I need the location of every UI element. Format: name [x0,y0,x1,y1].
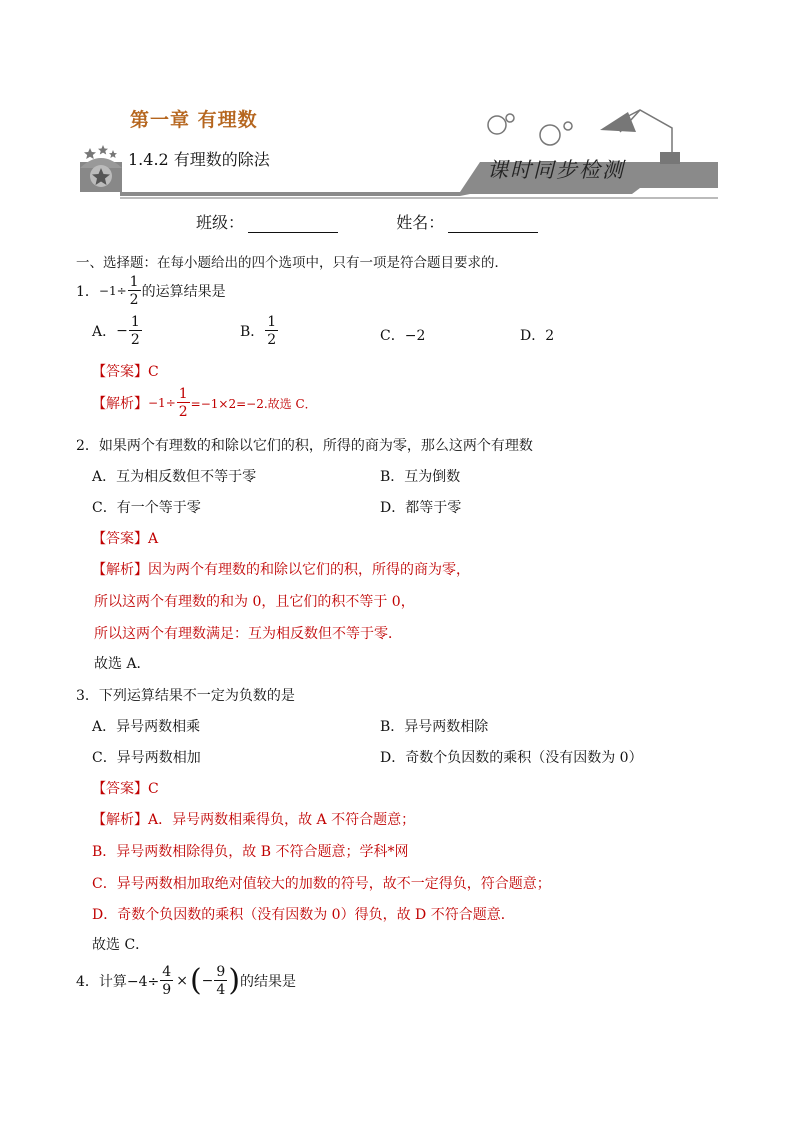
q2-analysis-line-3: 所以这两个有理数满足：互为相反数但不等于零． [94,626,402,642]
q4-sign: − [201,973,214,989]
q2-option-a[interactable]: A．互为相反数但不等于零 [92,469,257,485]
section-title: 1.4.2 有理数的除法 [128,150,270,169]
q1-option-b[interactable] [240,315,279,347]
q1-fraction [128,275,141,307]
q3-analysis-line-5: 故选 C． [92,937,150,953]
question-1-stem [76,275,226,307]
q2-analysis-line-4: 故选 A． [94,656,151,672]
q2-answer-value: A [148,531,159,547]
q2-analysis-tag: 【解析】 [92,562,148,578]
q4-rparen: ) [228,963,241,998]
q1-analysis-fraction [177,387,190,419]
name-field[interactable] [448,216,538,233]
q1-answer-value: C [148,364,159,380]
q1-pre: −1÷ [98,284,127,298]
q1-frac-den: 2 [129,292,139,308]
q1-analysis-pre: −1÷ [148,396,176,410]
q4-post: 的结果是 [240,974,297,990]
q1-opt-b-label: B． [240,324,265,340]
student-info [196,210,538,233]
q2-answer-tag: 【答案】 [92,531,148,547]
question-3-stem: 3．下列运算结果不一定为负数的是 [76,688,295,704]
question-4-stem [76,965,296,997]
q3-answer-value: C [148,781,159,797]
q4-lparen: ( [189,963,202,998]
q1-option-a[interactable] [92,315,143,347]
class-field[interactable] [248,216,338,233]
q1-option-d[interactable]: D．2 [520,328,555,344]
q3-analysis-line-1 [92,809,415,829]
q1-opt-a-num: 1 [130,314,140,330]
q2-option-c[interactable]: C．有一个等于零 [92,500,201,516]
q1-opt-a-fraction [129,315,142,347]
q3-option-a[interactable]: A．异号两数相乘 [92,719,201,735]
q2-answer [92,528,158,548]
q1-opt-b-den: 2 [267,332,277,348]
q2-option-b[interactable]: B．互为倒数 [380,469,461,485]
q2-analysis-line-2: 所以这两个有理数的和为 0，且它们的积不等于 0， [94,594,415,610]
q1-post: 的运算结果是 [141,284,226,300]
q1-analysis [92,387,317,419]
q2-analysis-text-1: 因为两个有理数的和除以它们的积，所得的商为零， [148,562,470,578]
q1-opt-a-sign: − [116,323,128,339]
question-2-stem: 2．如果两个有理数的和除以它们的积，所得的商为零，那么这两个有理数 [76,438,533,454]
header-decoration [0,90,794,200]
stars-badge-icon [80,145,122,192]
chapter-title: 第一章 有理数 [130,109,258,131]
class-label: 班级： [196,213,245,232]
q1-answer [92,361,159,381]
q1-analysis-den: 2 [178,404,188,420]
q4-num: 4． [76,974,99,990]
q3-option-b[interactable]: B．异号两数相除 [380,719,489,735]
q2-analysis-line-1 [92,559,470,579]
q3-analysis-line-4: D．奇数个负因数的乘积（没有因数为 0）得负，故 D 不符合题意． [92,907,515,923]
q3-analysis-tag: 【解析】 [92,812,148,828]
q2-option-d[interactable]: D．都等于零 [380,500,462,516]
q3-analysis-line-3: C．异号两数相加取绝对值较大的加数的符号，故不一定得负，符合题意； [92,876,551,892]
q3-analysis-text-1: A．异号两数相乘得负，故 A 不符合题意； [148,812,416,828]
q4-pre: 计算−4÷ [98,974,160,990]
q1-analysis-post: =−1×2=−2.故选 C． [190,396,317,411]
header-banner [0,90,794,200]
q4-fraction-2 [214,965,227,997]
q3-analysis-line-2: B．异号两数相除得负，故 B 不符合题意；学科*网 [92,844,409,860]
q3-option-c[interactable]: C．异号两数相加 [92,750,201,766]
q1-opt-b-fraction [265,315,278,347]
q4-f2-den: 4 [216,982,226,998]
q4-f1-num: 4 [162,964,172,980]
badge-text: 课时同步检测 [487,158,625,182]
q1-analysis-tag: 【解析】 [92,396,148,412]
lamp-icon [488,110,672,152]
q4-f2-num: 9 [216,964,226,980]
q1-answer-tag: 【答案】 [92,364,148,380]
section-instructions: 一、选择题：在每小题给出的四个选项中，只有一项是符合题目要求的． [76,255,508,271]
q1-option-c[interactable]: C．−2 [380,328,426,344]
q3-option-d[interactable]: D．奇数个负因数的乘积（没有因数为 0） [380,750,643,766]
q1-opt-a-den: 2 [130,332,140,348]
name-label: 姓名： [396,213,445,232]
q3-answer [92,778,159,798]
q4-f1-den: 9 [162,982,172,998]
q1-num: 1． [76,284,99,300]
q1-opt-a-label: A． [92,324,117,340]
q4-fraction-1 [160,965,173,997]
q1-frac-num: 1 [129,274,139,290]
q4-times: × [176,973,188,989]
q1-analysis-num: 1 [178,386,188,402]
q1-opt-b-num: 1 [267,314,277,330]
q3-answer-tag: 【答案】 [92,781,148,797]
